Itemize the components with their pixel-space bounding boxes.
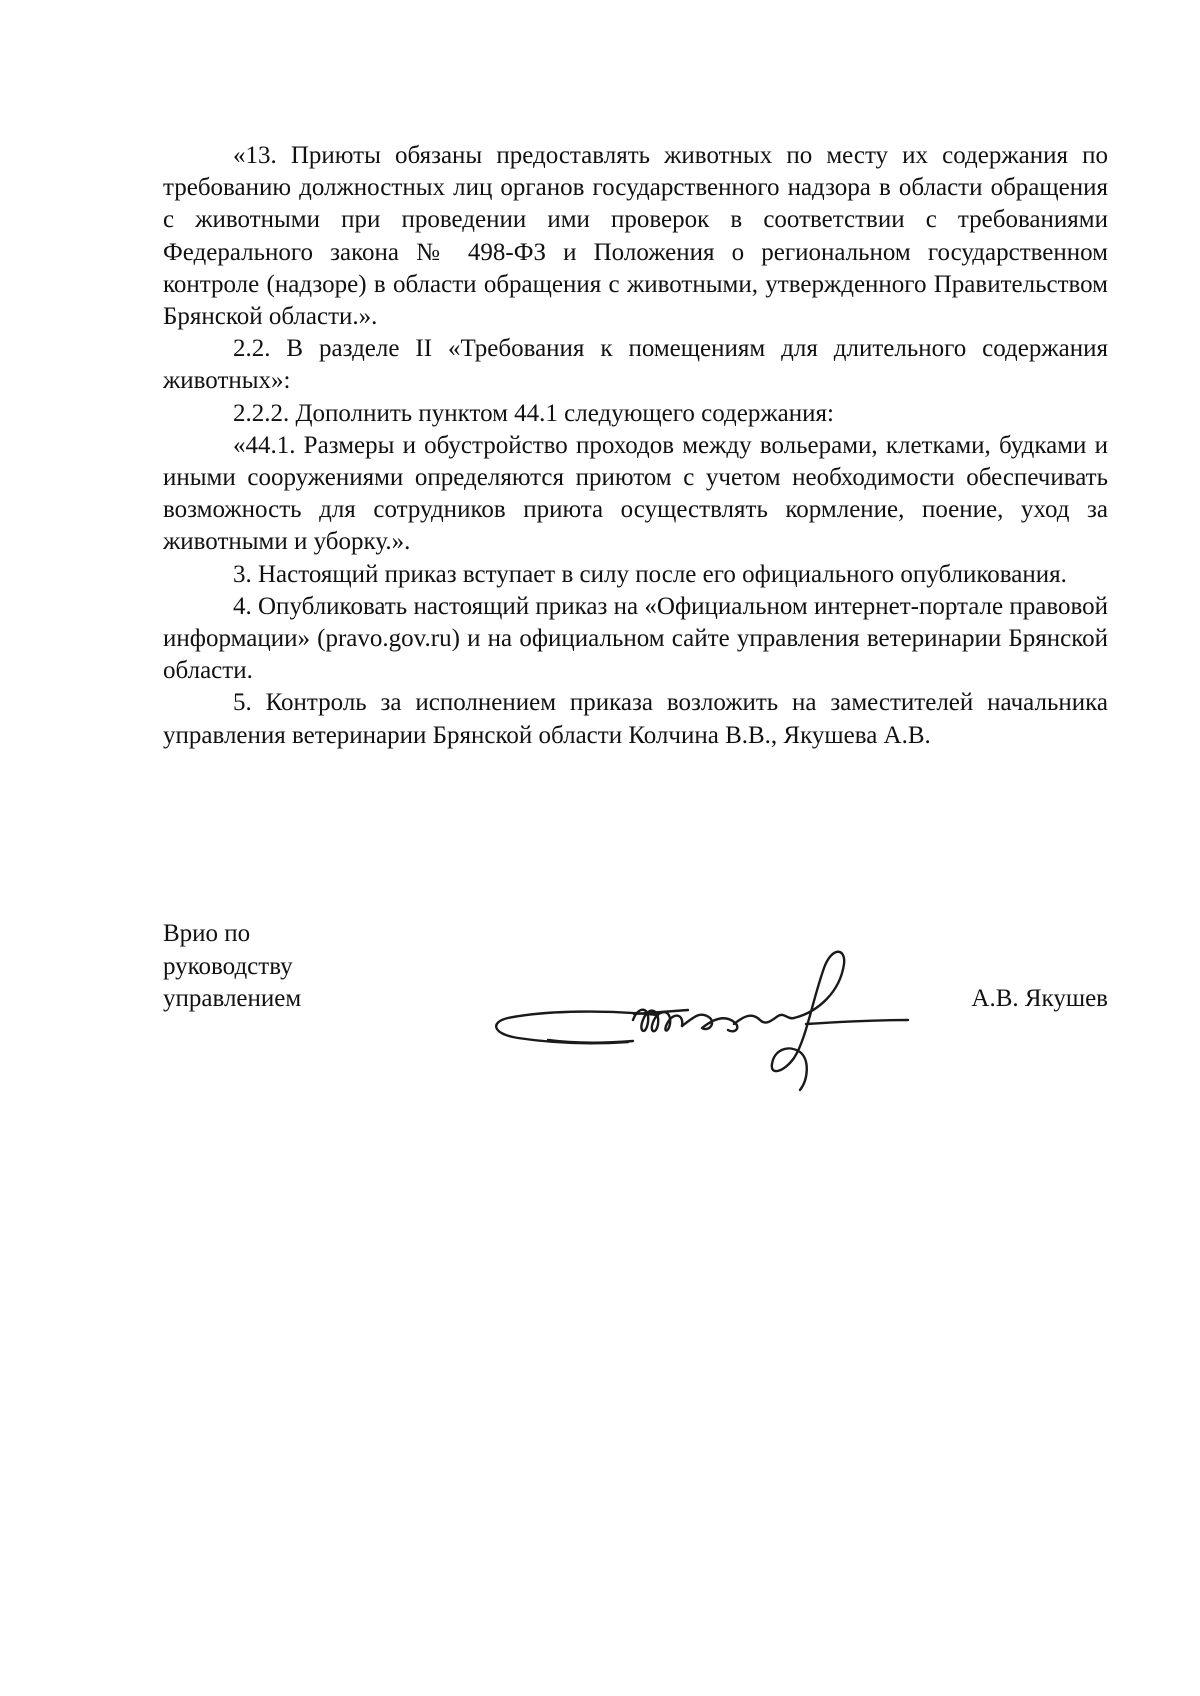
position-line: управлением xyxy=(163,985,302,1012)
paragraph-3: 3. Настоящий приказ вступает в силу после его официального опубликования. xyxy=(233,560,1067,588)
paragraph-5: 5. Контроль за исполнением приказа возложить на заместителей начальника управления ветеринарии Брянской области Колчина В.В., Якушева А.В. xyxy=(163,689,1108,749)
signatory-name: А.В. Якушев xyxy=(971,985,1108,1012)
paragraph-4: 4. Опубликовать настоящий приказ на «Официальном интернет-портале правовой информации» (pravo.gov.ru) и на официальном сайте управления ветеринарии Брянской области. xyxy=(163,592,1108,685)
paragraph-2-2: 2.2. В разделе II «Требования к помещениям для длительного содержания животных»: xyxy=(163,335,1108,395)
paragraph-44-1: «44.1. Размеры и обустройство проходов между вольерами, клетками, будками и иными сооружениями определяются приютом с учетом необходимости обеспечивать возможность для сотрудников приюта осуществлять кормление, поение, уход за животными и уборку.». xyxy=(163,431,1108,556)
position-line: руководству xyxy=(163,952,293,980)
handwritten-signature-icon xyxy=(488,940,918,1100)
signature-block xyxy=(163,918,1108,1078)
paragraph-2-2-2: 2.2.2. Дополнить пунктом 44.1 следующего содержания: xyxy=(233,399,834,427)
paragraph-13: «13. Приюты обязаны предоставлять животных по месту их содержания по требованию должностных лиц органов государственного надзора в области обращения с животными при проведении ими проверок в соответствии с требованиями Федерального закона № 498-ФЗ и Положения о региональном государственном контроле (надзоре) в области обращения с животными, утвержденного Правительством Брянской области.». xyxy=(163,142,1108,331)
signatory-position xyxy=(163,918,301,1016)
position-line: Врио по xyxy=(163,920,251,947)
document-body xyxy=(163,140,1108,752)
